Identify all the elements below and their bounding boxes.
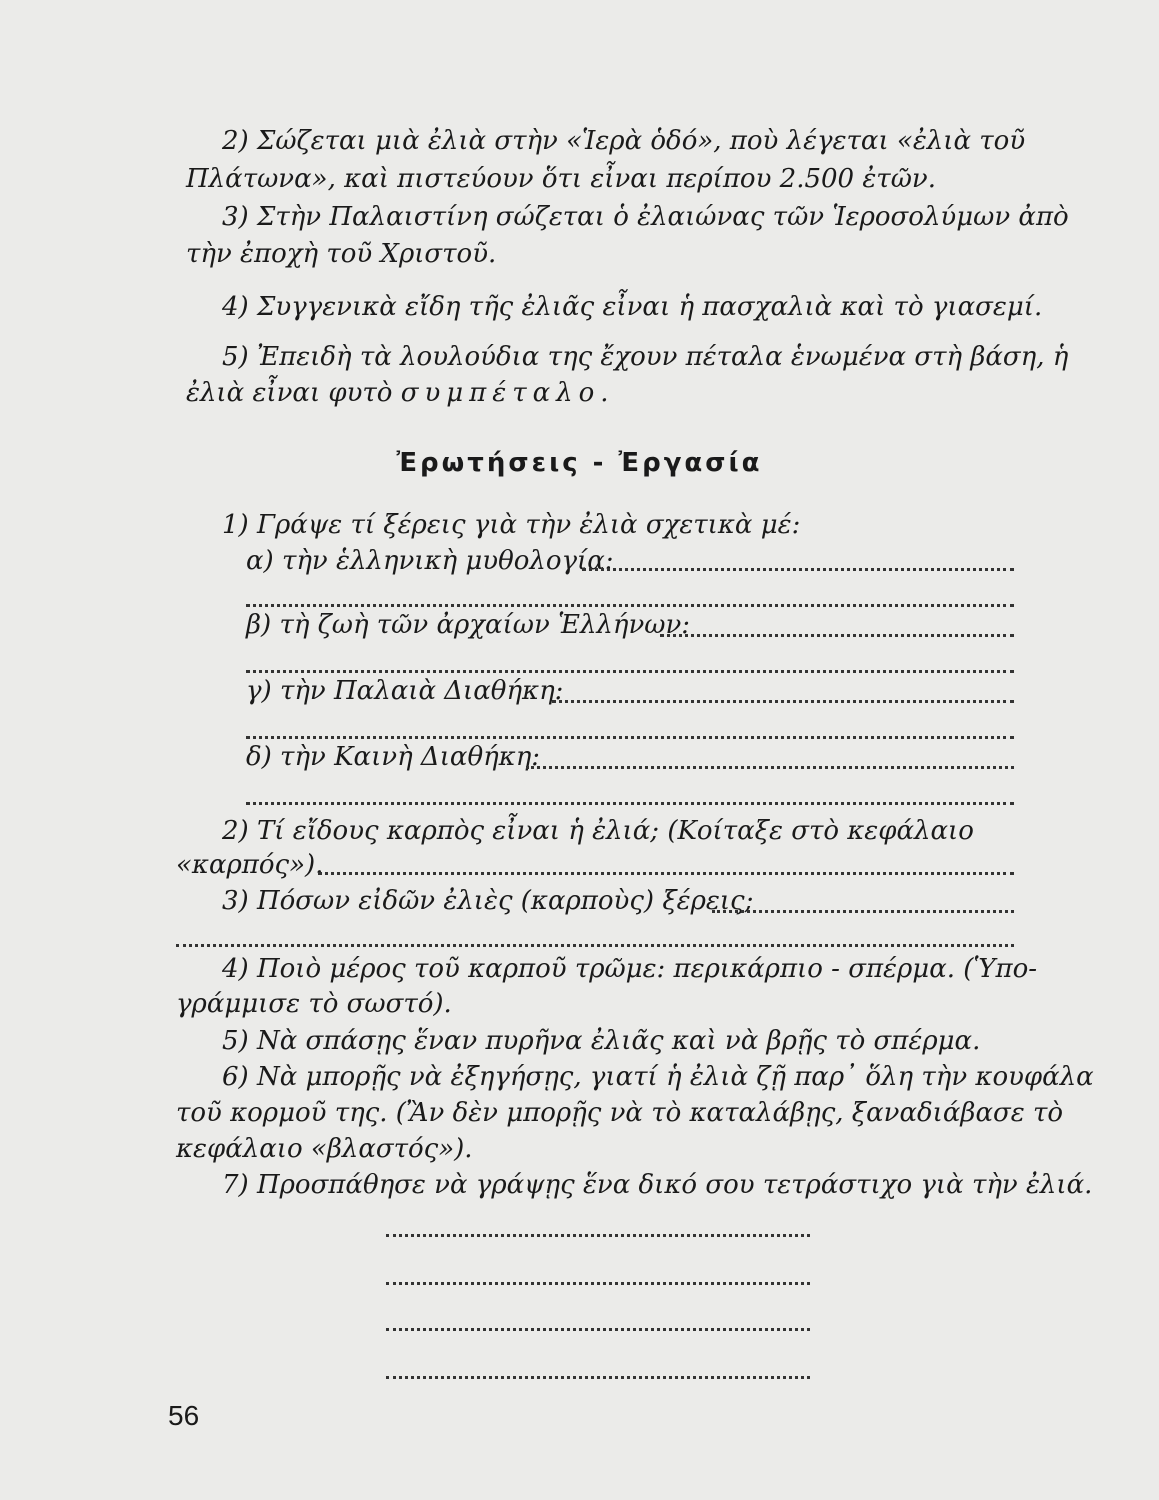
question-1c: γ) τὴν Παλαιὰ Διαθήκη: xyxy=(246,676,564,706)
verse-answer-line xyxy=(386,1234,810,1237)
answer-line xyxy=(552,700,1014,703)
question-6-line-1: 6) Νὰ μπορῇς νὰ ἐξηγήσῃς, γιατί ἡ ἐλιὰ ζῇ παρ᾽ ὅλη τὴν κουφάλα xyxy=(222,1062,1094,1092)
fact-4-line-1: 4) Συγγενικὰ εἴδη τῆς ἐλιᾶς εἶναι ἡ πασχαλιὰ καὶ τὸ γιασεμί. xyxy=(222,292,1043,322)
question-5: 5) Νὰ σπάσῃς ἕναν πυρῆνα ἐλιᾶς καὶ νὰ βρῇς τὸ σπέρμα. xyxy=(222,1026,981,1056)
verse-answer-line xyxy=(386,1328,810,1331)
question-2-line-1: 2) Τί εἴδους καρπὸς εἶναι ἡ ἐλιά; (Κοίταξε στὸ κεφάλαιο xyxy=(222,816,974,846)
fact-3-line-2: τὴν ἐποχὴ τοῦ Χριστοῦ. xyxy=(186,239,497,269)
fact-2-line-1: 2) Σώζεται μιὰ ἐλιὰ στὴν «Ἱερὰ ὁδό», ποὺ λέγεται «ἐλιὰ τοῦ xyxy=(222,126,1026,156)
question-1: 1) Γράψε τί ξέρεις γιὰ τὴν ἐλιὰ σχετικὰ μέ: xyxy=(222,510,801,540)
question-4-line-2: γράμμισε τὸ σωστό). xyxy=(176,989,452,1019)
verse-answer-line xyxy=(386,1376,810,1379)
answer-line xyxy=(318,872,1014,875)
answer-line xyxy=(712,910,1014,913)
question-6-line-3: κεφάλαιο «βλαστός»). xyxy=(176,1134,473,1164)
question-6-line-2: τοῦ κορμοῦ της. (Ἂν δὲν μπορῇς νὰ τὸ καταλάβῃς, ξαναδιάβασε τὸ xyxy=(176,1098,1064,1128)
answer-line xyxy=(526,766,1014,769)
verse-answer-line xyxy=(386,1282,810,1285)
answer-line xyxy=(176,944,1014,947)
fact-5-line-1: 5) Ἐπειδὴ τὰ λουλούδια της ἔχουν πέταλα ἑνωμένα στὴ βάση, ἡ xyxy=(222,342,1069,372)
question-2-line-2: «καρπός»). xyxy=(176,850,324,880)
fact-5-line-2 xyxy=(186,374,615,412)
question-1a: α) τὴν ἑλληνικὴ μυθολογία: xyxy=(246,546,614,576)
question-4-line-1: 4) Ποιὸ μέρος τοῦ καρποῦ τρῶμε: περικάρπιο - σπέρμα. (Ὑπο- xyxy=(222,954,1038,984)
answer-line xyxy=(582,568,1014,571)
question-3: 3) Πόσων εἰδῶν ἐλιὲς (καρποὺς) ξέρεις; xyxy=(222,886,754,916)
fact-2-line-2: Πλάτωνα», καὶ πιστεύουν ὅτι εἶναι περίπου 2.500 ἐτῶν. xyxy=(186,164,936,194)
question-1d: δ) τὴν Καινὴ Διαθήκη: xyxy=(246,742,541,772)
fact-3-line-1: 3) Στὴν Παλαιστίνη σώζεται ὁ ἐλαιώνας τῶν Ἱεροσολύμων ἀπὸ xyxy=(222,202,1069,232)
question-7: 7) Προσπάθησε νὰ γράψῃς ἕνα δικό σου τετράστιχο γιὰ τὴν ἐλιά. xyxy=(222,1170,1093,1200)
question-1b: β) τὴ ζωὴ τῶν ἀρχαίων Ἑλλήνων: xyxy=(246,610,691,640)
section-heading: Ἐρωτήσεις - Ἐργασία xyxy=(396,448,763,478)
fact-5-spaced-word: συμπέταλο. xyxy=(400,378,615,408)
page-number: 56 xyxy=(168,1400,200,1431)
answer-line xyxy=(246,802,1014,805)
answer-line xyxy=(660,634,1014,637)
fact-5-prefix: ἐλιὰ εἶναι φυτὸ xyxy=(186,378,393,408)
